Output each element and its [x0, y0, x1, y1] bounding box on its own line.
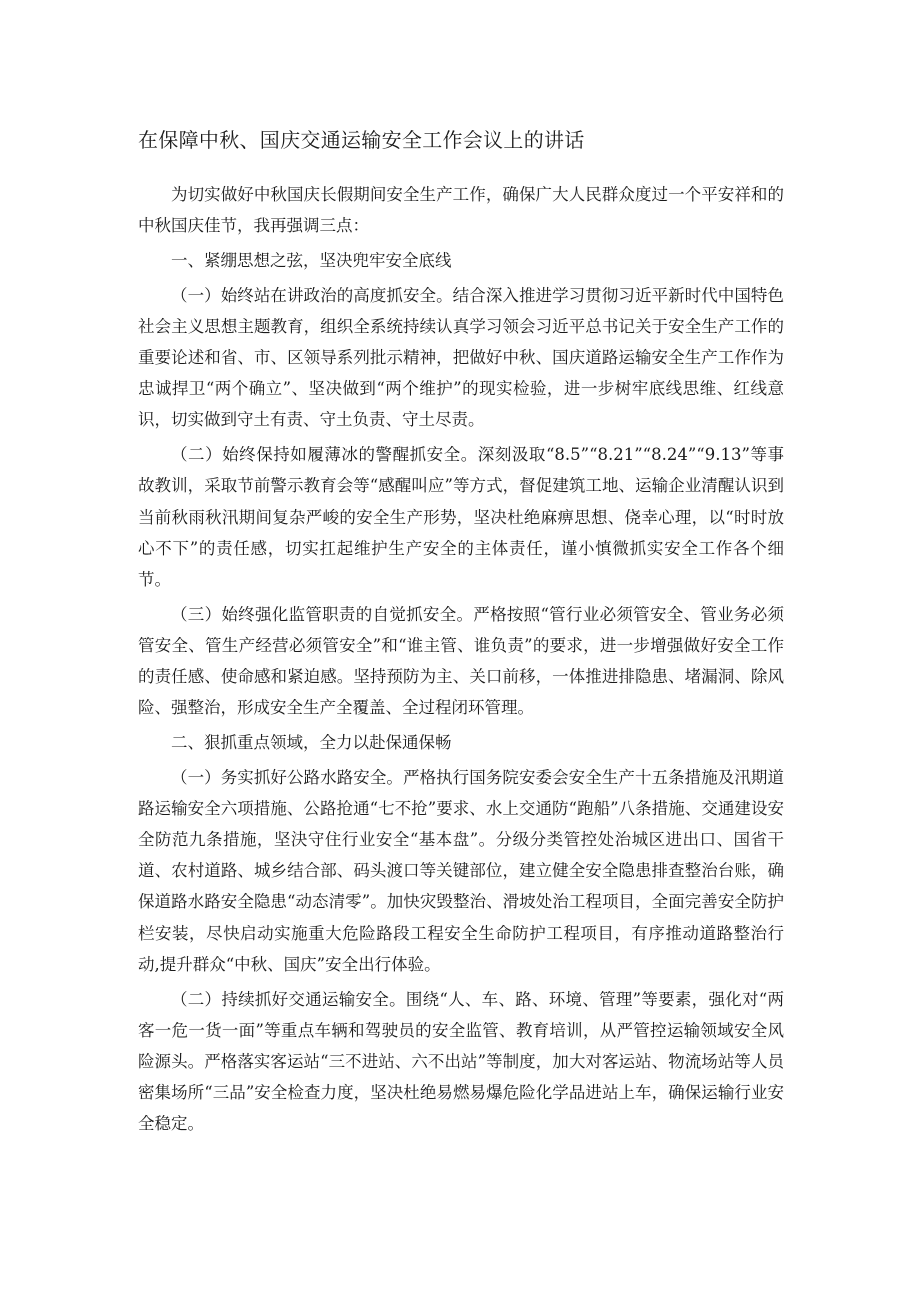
section-1-item-3: （三）始终强化监管职责的自觉抓安全。严格按照“管行业必须管安全、管业务必须管安全、管生产经营必须管安全”和“谁主管、谁负责”的要求，进一步增强做好安全工作的责任感、使命感和紧迫感。坚持预防为主、关口前移，一体推进排隐患、堵漏洞、除风险、强整治，形成安全生产全覆盖、全过程闭环管理。 — [138, 604, 784, 718]
section-1-item-2: （二）始终保持如履薄冰的警醒抓安全。深刻汲取“8.5”“8.21”“8.24”“9.13”等事故教训，采取节前警示教育会等“感醒叫应”等方式，督促建筑工地、运输企业清醒认识到当前秋雨秋汛期间复杂严峻的安全生产形势，坚决杜绝麻痹思想、侥幸心理，以“时时放心不下”的责任感，切实扛起维护生产安全的主体责任，谨小慎微抓实安全工作各个细节。 — [138, 445, 784, 589]
document-title: 在保障中秋、国庆交通运输安全工作会议上的讲话 — [138, 128, 585, 152]
section-heading-2: 二、狠抓重点领域，全力以赴保通保畅 — [171, 732, 452, 752]
section-2-item-1: （一）务实抓好公路水路安全。严格执行国务院安委会安全生产十五条措施及汛期道路运输安全六项措施、公路抢通“七不抢”要求、水上交通防“跑船”八条措施、交通建设安全防范九条措施，坚決守住行业安全“基本盘”。分级分类管控处治城区进出口、国省干道、农村道路、城乡结合部、码头渡口等关键部位，建立健全安全隐患排查整治台账，确保道路水路安全隐患“动态清零”。加快灾毁整治、滑坡处治工程项目，全面完善安全防护栏安装，尽快启动实施重大危险路段工程安全生命防护工程项目，有序推动道路整治行动,提升群众“中秋、国庆”安全出行体验。 — [138, 767, 784, 974]
section-2-item-2: （二）持续抓好交通运输安全。围绕“人、车、路、环境、管理”等要素，强化对“两客一危一货一面”等重点车辆和驾驶员的安全监管、教育培训，从严管控运输领域安全风险源头。严格落实客运站“三不进站、六不出站”等制度，加大对客运站、物流场站等人员密集场所“三品”安全检查力度，坚决杜绝易燃易爆危险化学品进站上车，确保运输行业安全稳定。 — [138, 989, 784, 1134]
intro-paragraph: 为切实做好中秋国庆长假期间安全生产工作，确保广大人民群众度过一个平安祥和的中秋国庆佳节，我再强调三点： — [138, 185, 784, 236]
section-heading-1: 一、紧绷思想之弦，坚决兜牢安全底线 — [171, 250, 452, 270]
section-1-item-1: （一）始终站在讲政治的高度抓安全。结合深入推进学习贯彻习近平新时代中国特色社会主义思想主题教育，组织全系统持续认真学习领会习近平总书记关于安全生产工作的重要论述和省、市、区领导系列批示精神，把做好中秋、国庆道路运输安全生产工作作为忠诚捍卫“两个确立”、坚决做到“两个维护”的现实检验，进一步树牢底线思维、红线意识，切实做到守土有责、守土负责、守土尽责。 — [138, 285, 784, 430]
document-page — [138, 120, 784, 1143]
